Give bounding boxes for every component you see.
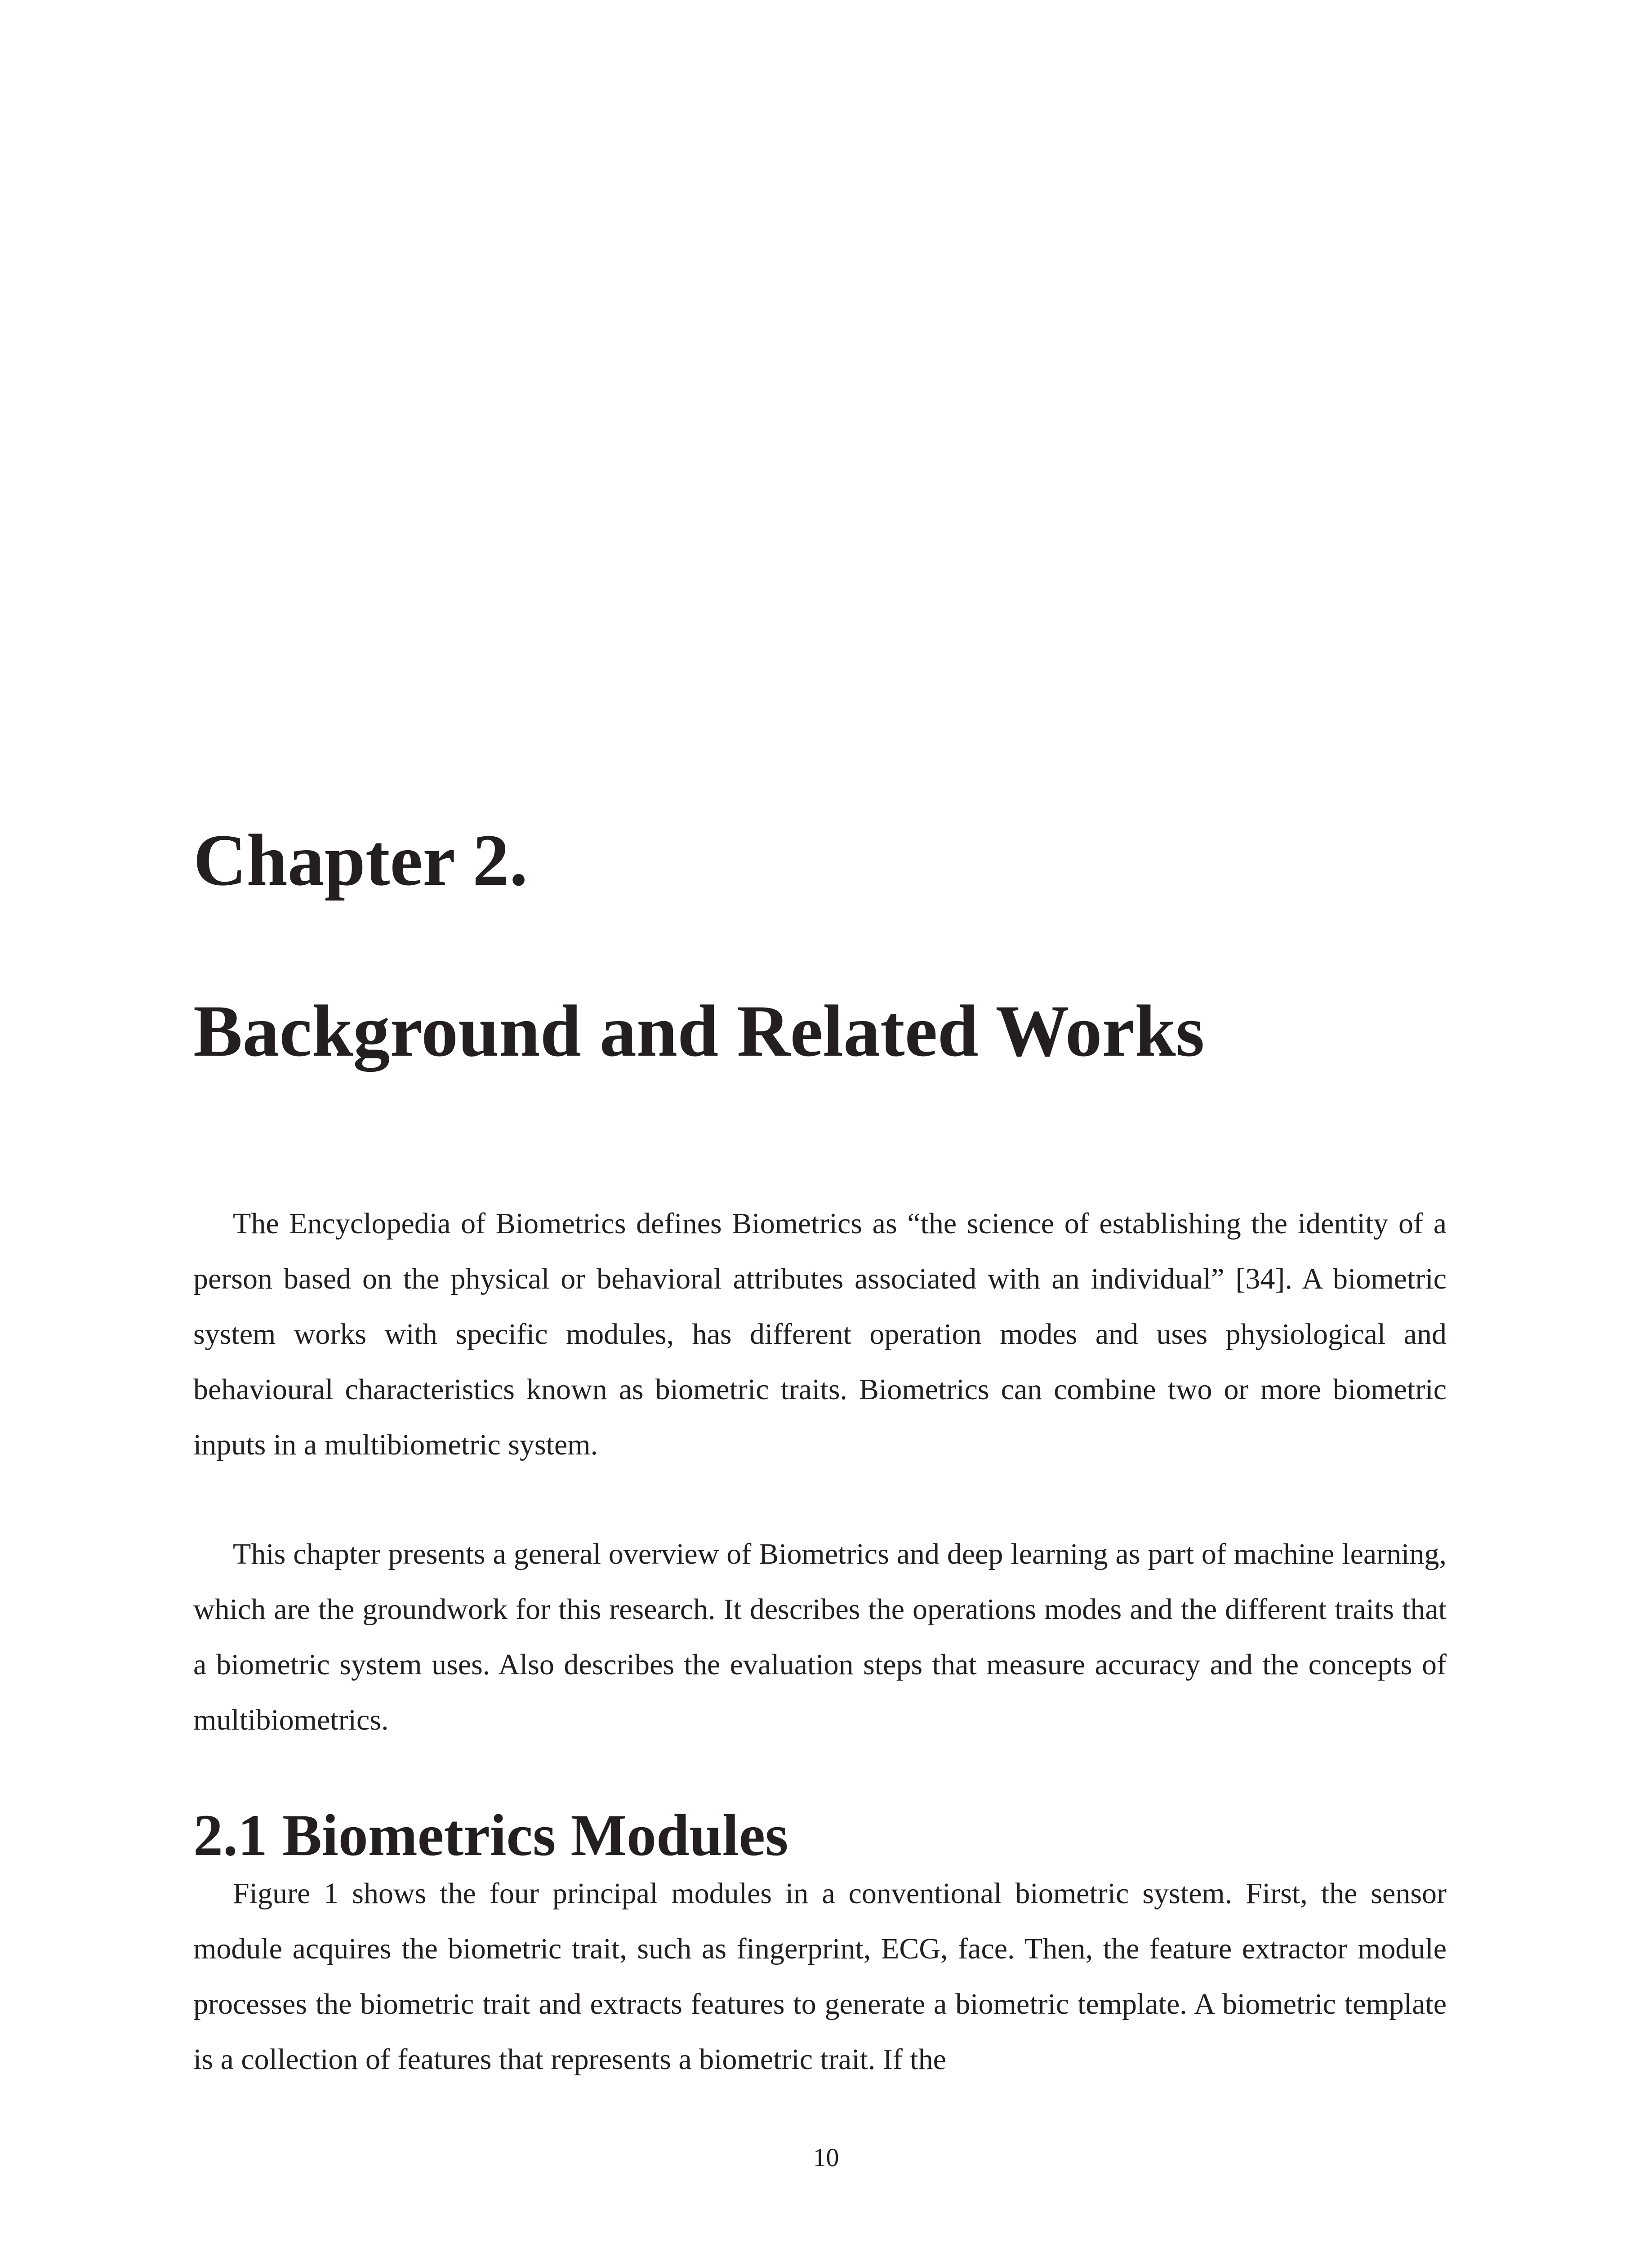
intro-paragraph-1 [193,1196,1447,1472]
page-number: 10 [813,2143,839,2172]
section-heading: 2.1 Biometrics Modules [193,1802,788,1868]
intro-paragraph-1-text: The Encyclopedia of Biometrics defines Biometrics as “the science of establishing the identity of a person based on the physical or behavioral attributes associated with an individual” [34]. A biometric system works with specific modules, has different operation modes and uses physiological and behavioural characteristics known as biometric traits. Biometrics can combine two or more biometric inputs in a multibiometric system. [193,1207,1447,1461]
intro-paragraph-2-text: This chapter presents a general overview of Biometrics and deep learning as part of machine learning, which are the groundwork for this research. It describes the operations modes and the different traits that a biometric system uses. Also describes the evaluation steps that measure accuracy and the concepts of multibiometrics. [193,1538,1447,1736]
chapter-number: Chapter 2. [193,820,528,901]
intro-paragraph-2 [193,1526,1447,1748]
section-paragraph [193,1866,1447,2087]
section-paragraph-text: Figure 1 shows the four principal modules in a conventional biometric system. First, the sensor module acquires the biometric trait, such as fingerprint, ECG, face. Then, the feature extractor module processes the biometric trait and extracts features to generate a biometric template. A biometric template is a collection of features that represents a biometric trait. If the [193,1877,1447,2076]
chapter-title: Background and Related Works [193,990,1205,1072]
